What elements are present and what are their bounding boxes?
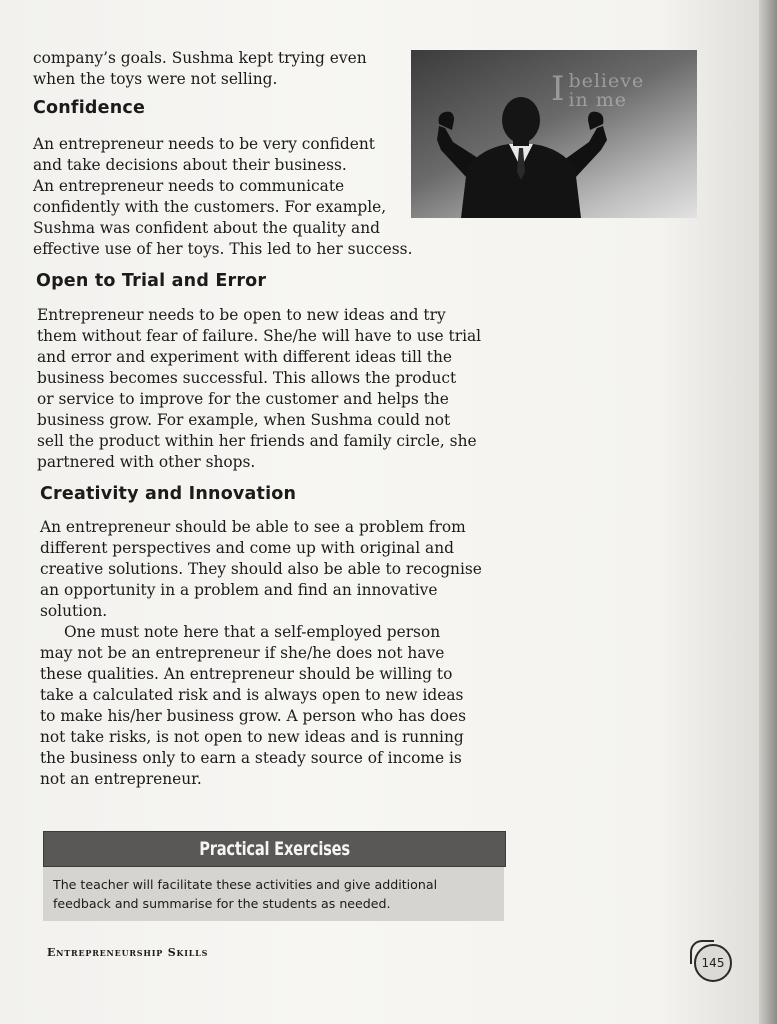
text-line: different perspectives and come up with original and <box>40 539 454 557</box>
note-line: feedback and summarise for the students as needed. <box>53 896 391 911</box>
text-line: them without fear of failure. She/he will have to use trial <box>37 327 482 345</box>
text-line: the business only to earn a steady source of income is <box>40 749 462 767</box>
text-line: One must note here that a self-employed person <box>64 623 441 641</box>
photo-caption-line: in me <box>568 89 628 111</box>
page-number: 145 <box>694 944 732 982</box>
trial-paragraph <box>37 305 481 473</box>
text-line: and error and experiment with different ideas till the <box>37 348 452 366</box>
text-line: creative solutions. They should also be able to recognise <box>40 560 482 578</box>
text-line: business becomes successful. This allows the product <box>37 369 457 387</box>
heading-creativity: Creativity and Innovation <box>40 484 297 504</box>
text-line: these qualities. An entrepreneur should be willing to <box>40 665 453 683</box>
text-line: Entrepreneur needs to be open to new ideas and try <box>37 306 446 324</box>
believe-in-me-photo <box>411 50 697 218</box>
text-line: or service to improve for the customer and helps the <box>37 390 449 408</box>
text-line: An entrepreneur needs to communicate <box>33 177 345 195</box>
practical-exercises-banner <box>43 831 506 867</box>
note-line: The teacher will facilitate these activities and give additional <box>53 877 438 892</box>
text-line: effective use of her toys. This led to her success. <box>33 240 413 258</box>
text-line: not an entrepreneur. <box>40 770 202 788</box>
text-line: An entrepreneur needs to be very confident <box>33 135 375 153</box>
text-line: to make his/her business grow. A person who has does <box>40 707 467 725</box>
text-line: and take decisions about their business. <box>33 156 347 174</box>
text-line: partnered with other shops. <box>37 453 256 471</box>
text-line: an opportunity in a problem and find an innovative <box>40 581 438 599</box>
text-line: confidently with the customers. For example, <box>33 198 387 216</box>
confidence-paragraph <box>33 134 412 260</box>
text-line: not take risks, is not open to new ideas and is running <box>40 728 464 746</box>
practical-exercises-title: Practical Exercises <box>199 838 350 860</box>
practical-exercises-note <box>43 867 504 921</box>
text-line: take a calculated risk and is always open to new ideas <box>40 686 464 704</box>
heading-confidence: Confidence <box>33 98 146 118</box>
text-line: when the toys were not selling. <box>33 70 278 88</box>
text-line: company’s goals. Sushma kept trying even <box>33 49 367 67</box>
page-edge-shadow <box>759 0 777 1024</box>
text-line: An entrepreneur should be able to see a problem from <box>40 518 466 536</box>
text-line: business grow. For example, when Sushma could not <box>37 411 451 429</box>
text-line: sell the product within her friends and family circle, she <box>37 432 477 450</box>
photo-caption-big: I <box>551 69 566 109</box>
heading-trial-and-error: Open to Trial and Error <box>36 271 267 291</box>
text-line: solution. <box>40 602 108 620</box>
photo-caption <box>551 69 691 111</box>
text-line: may not be an entrepreneur if she/he does not have <box>40 644 445 662</box>
footer-book-title: Entrepreneurship Skills <box>47 946 209 959</box>
intro-paragraph <box>33 48 367 90</box>
creativity-paragraph <box>40 517 482 790</box>
photo-caption-line: believe <box>568 70 645 92</box>
text-line: Sushma was confident about the quality and <box>33 219 380 237</box>
